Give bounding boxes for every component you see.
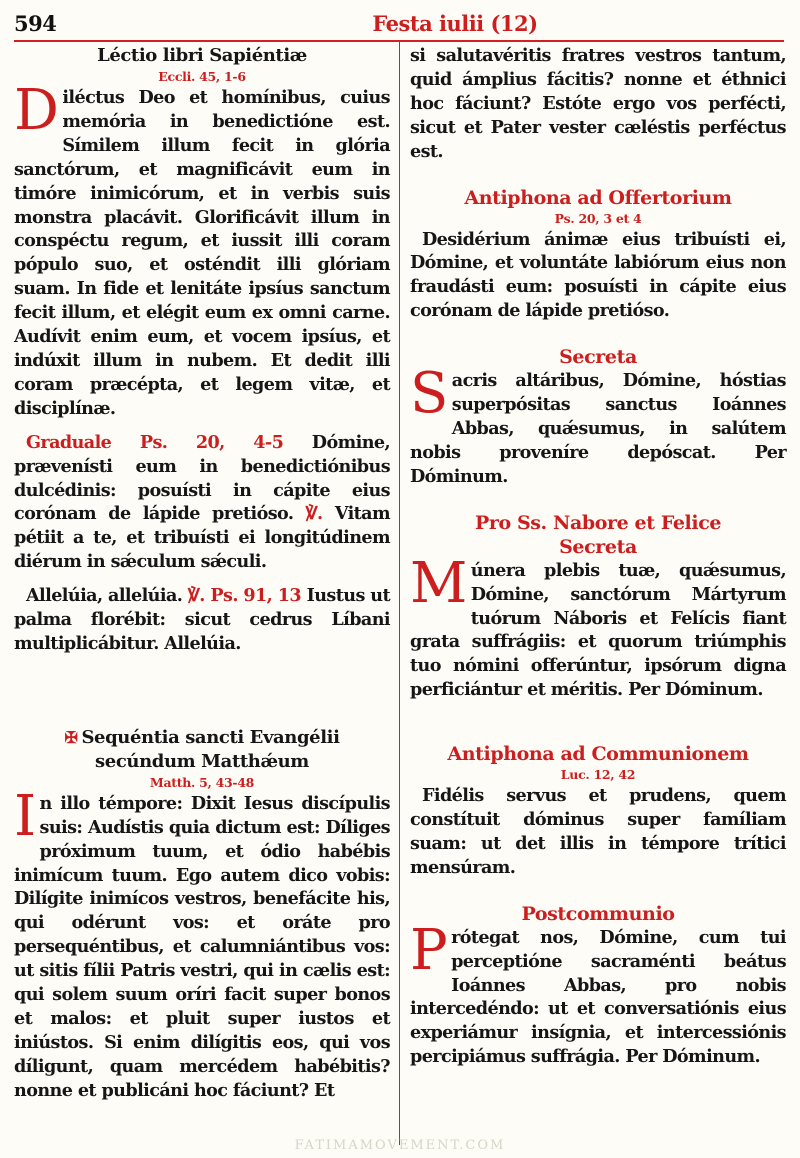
offertorium-reference: Ps. 20, 3 et 4: [554, 210, 642, 226]
alleluia-body: Allelúia, allelúia.: [26, 585, 183, 607]
offertorium-section: [410, 186, 786, 324]
graduale-section: [14, 431, 390, 574]
versicle-mark: ℣.: [305, 503, 323, 525]
alleluia-text: [14, 584, 390, 656]
right-column: [410, 44, 786, 1069]
graduale-text: [14, 431, 390, 574]
lectio-section: [14, 44, 390, 421]
secreta-nabore-title-1: Pro Ss. Nabore et Felice: [474, 511, 722, 534]
drop-cap: I: [14, 783, 36, 849]
communio-section: [410, 742, 786, 880]
lectio-text: [14, 78, 390, 421]
page-number: 594: [14, 11, 57, 36]
secreta-section: [410, 345, 786, 489]
postcommunio-text: [410, 917, 786, 1069]
secreta-text: [410, 361, 786, 489]
evangelium-continuation: si salutavéritis fratres vestros tantum, quid ámplius fácitis? nonne et éthnici hoc fáciunt? Estóte ergo vos perfécti, sicut et Pater vester cæléstis perféctus est.: [410, 45, 786, 162]
offertorium-title: Antiphona ad Offertorium: [464, 186, 732, 209]
graduale-body: Dómine, prævenísti eum in benedictiónibus dulcédinis: posuísti in cápite eius corónam de lápide pretióso.: [14, 431, 390, 525]
evangelium-body: n illo témpore: Dixit Iesus discípulis suis: Audístis quia dictum est: Díliges próximum tuum, et ódio habébis inimícum tuum. Ego autem dico vobis: Dilígite inimícos vestros, benefácite his, qui odérunt vos: et oráte pro persequéntibus, et calumniántibus vos: ut sitis fílii Patris vestri, qui in cælis est: qui solem suum oríri facit super bonos et malos: et pluit super iustos et iniústos. Si enim dilígitis eos, qui vos díligunt, quam mercédem habébitis? nonne et publicáni hoc fáciunt? Et: [14, 792, 390, 1101]
secreta-nabore-title-2: Secreta: [559, 535, 637, 558]
alleluia-reference: Ps. 91, 13: [210, 585, 302, 607]
communio-reference: Luc. 12, 42: [560, 767, 636, 783]
communio-title: Antiphona ad Communionem: [447, 743, 749, 766]
postcommunio-section: [410, 902, 786, 1069]
postcommunio-body: rótegat nos, Dómine, cum tui perceptióne sacraménti beátus Ioánnes Abbas, pro nobis intercedéndo: ut et conversatiónis eius experiámur insígnia, et intercessiónis percipiámus suffrágia. Per Dóminum.: [410, 926, 786, 1068]
page-header: [0, 0, 800, 40]
communio-text: Fidélis servus et prudens, quem constítuit dóminus super famíliam suam: ut det illis in témpore trítici mensúram.: [410, 785, 786, 878]
alleluia-versicle: Iustus ut palma florébit: sicut cedrus Líbani multiplicábitur. Allelúia.: [14, 585, 391, 654]
left-column: [14, 44, 390, 1103]
drop-cap: S: [410, 361, 448, 427]
graduale-label: Graduale Ps. 20, 4-5: [26, 431, 284, 453]
drop-cap: P: [410, 917, 448, 983]
evangelium-title-text: Sequéntia sancti Evangélii secúndum Matthǽum: [81, 726, 340, 772]
secreta-nabore-section: [410, 511, 786, 702]
evangelium-text: [14, 783, 390, 1103]
column-divider: [399, 40, 400, 1145]
secreta-body: acris altáribus, Dómine, hóstias superpósitas sanctus Ioánnes Abbas, quǽsumus, in salútem nobis proveníre depóscat. Per Dóminum.: [410, 370, 786, 487]
evangelium-reference: Matth. 5, 43-48: [149, 774, 255, 790]
postcommunio-title: Postcommunio: [521, 902, 675, 925]
lectio-title: Léctio libri Sapiéntiæ: [97, 45, 307, 66]
lectio-body: iléctus Deo et homínibus, cuius memória in benedictióne est. Símilem illum fecit in glória sanctórum, et magnificávit eum in timóre inimicórum, et in verbis suis monstra placávit. Glorificávit illum in conspéctu regum, et iussit illi coram pópulo suo, et osténdit illi glóriam suam. In fide et lenitáte ipsíus sanctum fecit illum, et elégit eum ex omni carne. Audívit enim eum, et vocem ipsíus, et indúxit illum in nubem. Et dedit illi coram præcépta, et legem vitæ, et disciplínæ.: [14, 87, 390, 419]
drop-cap: M: [410, 550, 467, 616]
offertorium-text: Desidérium ánimæ eius tribuísti ei, Dómine, et voluntáte labiórum eius non fraudásti eum: posuísti in cápite eius corónam de lápide pretióso.: [410, 228, 786, 322]
evangelium-section: [14, 726, 390, 1103]
versicle-mark: ℣.: [187, 585, 205, 607]
alleluia-section: [14, 584, 390, 656]
secreta-title: Secreta: [559, 346, 637, 369]
lectio-reference: Eccli. 45, 1-6: [158, 69, 246, 84]
evangelium-title: [14, 726, 390, 774]
secreta-nabore-text: [410, 550, 786, 702]
running-title: Festa iulii (12): [372, 11, 538, 36]
watermark: FATIMAMOVEMENT.COM: [294, 1138, 506, 1153]
cross-icon: ✠: [64, 727, 78, 747]
drop-cap: D: [14, 78, 59, 143]
secreta-nabore-body: únera plebis tuæ, quǽsumus, Dómine, sanctórum Mártyrum tuórum Náboris et Felícis fiant grata suffrágiis: et quorum triúmphis tuo nómini offerúntur, ipsórum digna perficiántur et méritis. Per Dóminum.: [410, 559, 786, 701]
graduale-versicle: Vitam pétiit a te, et tribuísti ei longitúdinem diérum in sǽculum sǽculi.: [14, 503, 390, 573]
